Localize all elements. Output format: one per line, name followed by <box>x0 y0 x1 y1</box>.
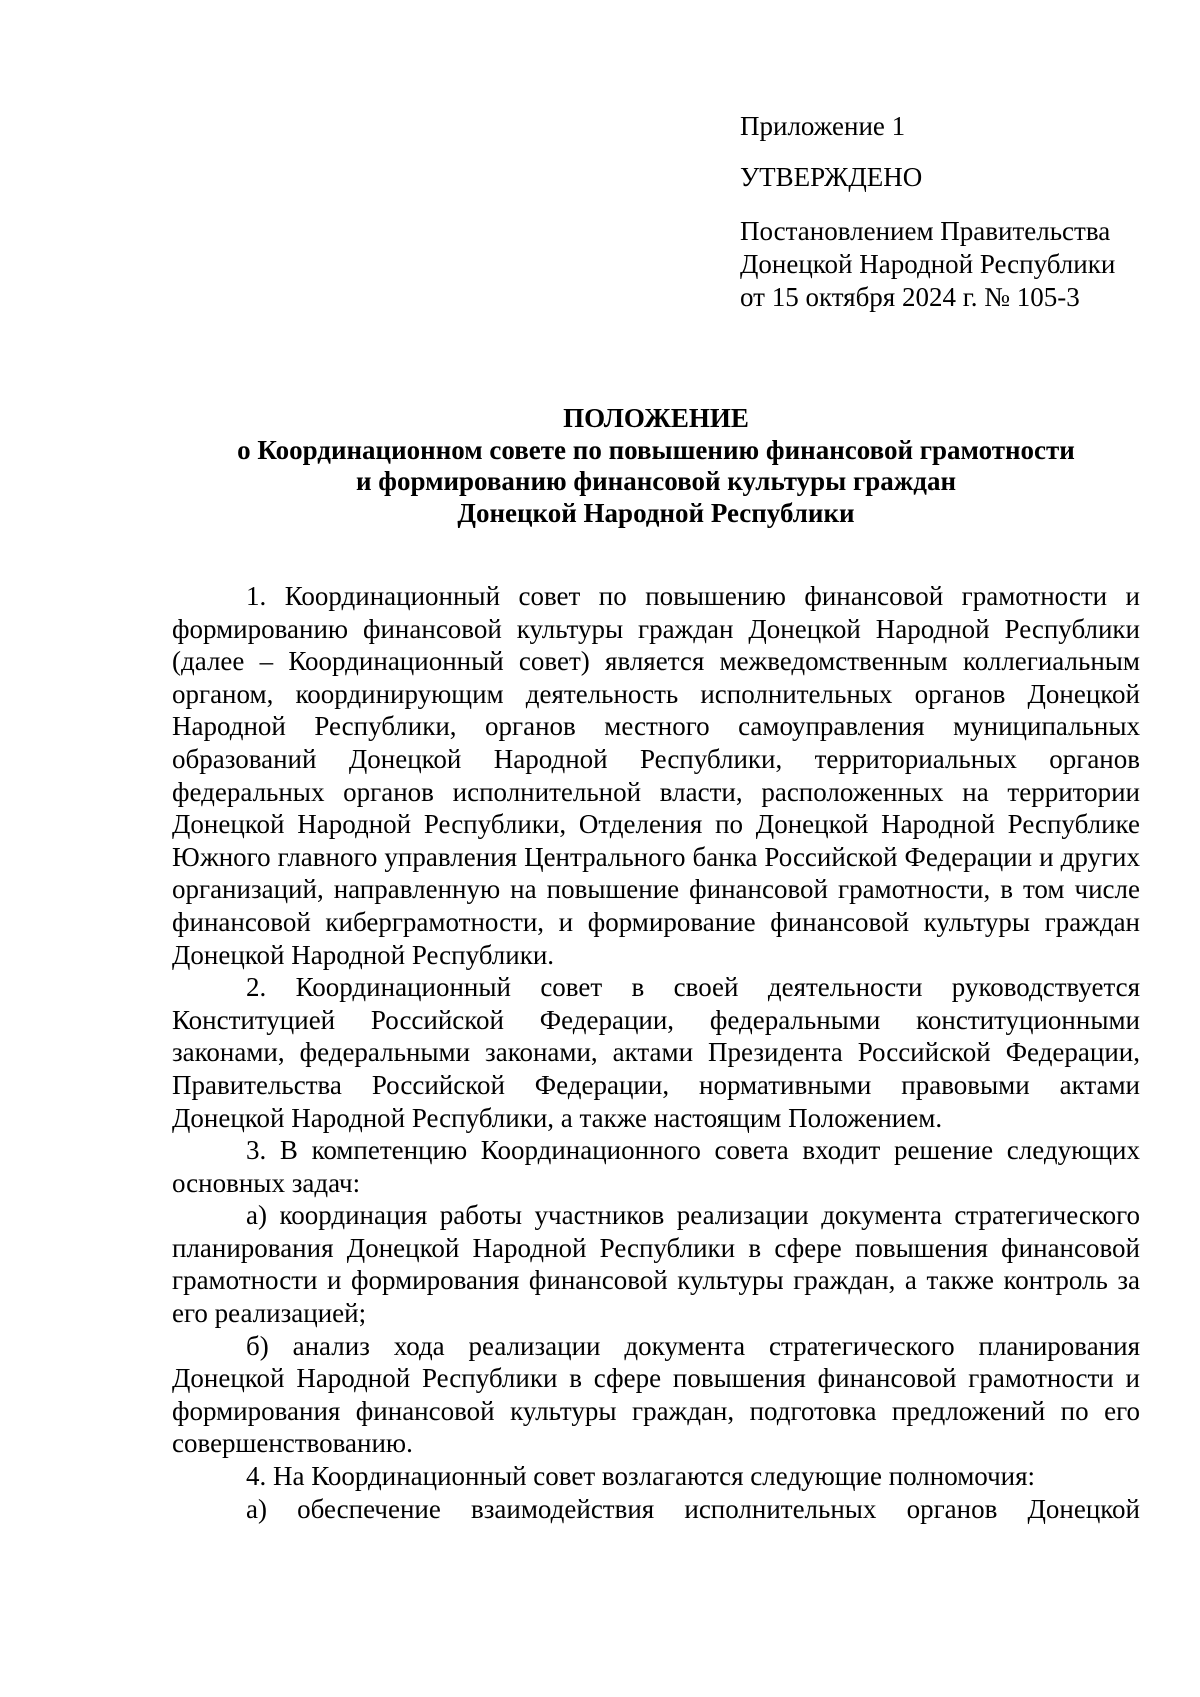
title-line-1: ПОЛОЖЕНИЕ <box>563 403 749 433</box>
paragraph-3b: б) анализ хода реализации документа стратегического планирования Донецкой Народной Республики в сфере повышения финансовой грамотности и формирования финансовой культуры граждан, подготовка предложений по его совершенствованию. <box>172 1330 1140 1459</box>
document-body <box>172 580 1140 1525</box>
decree-line-2: Донецкой Народной Республики <box>740 249 1116 279</box>
decree-line-3: от 15 октября 2024 г. № 105-3 <box>740 282 1080 312</box>
document-title <box>172 403 1140 529</box>
title-line-2: о Координационном совете по повышению финансовой грамотности <box>237 434 1075 465</box>
paragraph-4: 4. На Координационный совет возлагаются следующие полномочия: <box>246 1461 1036 1492</box>
approved-label: УТВЕРЖДЕНО <box>740 162 923 192</box>
paragraph-3a: а) координация работы участников реализации документа стратегического планирования Донецкой Народной Республики в сфере повышения финансовой грамотности и формирования финансовой культуры граждан, а также контроль за его реализацией; <box>172 1200 1140 1329</box>
decree-line-1: Постановлением Правительства <box>740 216 1111 246</box>
paragraph-1: 1. Координационный совет по повышению финансовой грамотности и формированию финансовой культуры граждан Донецкой Народной Республики (далее – Координационный совет) является межведомственным коллегиальным органом, координирующим деятельность исполнительных органов Донецкой Народной Республики, органов местного самоуправления муниципальных образований Донецкой Народной Республики, территориальных органов федеральных органов исполнительной власти, расположенных на территории Донецкой Народной Республики, Отделения по Донецкой Народной Республике Южного главного управления Центрального банка Российской Федерации и других организаций, направленную на повышение финансовой грамотности, в том числе финансовой киберграмотности, и формирование финансовой культуры граждан Донецкой Народной Республики. <box>172 581 1140 970</box>
title-line-3: и формированию финансовой культуры граждан <box>355 466 957 496</box>
paragraph-2: 2. Координационный совет в своей деятельности руководствуется Конституцией Российской Федерации, федеральными конституционными законами, федеральными законами, актами Президента Российской Федерации, Правительства Российской Федерации, нормативными правовыми актами Донецкой Народной Республики, а также настоящим Положением. <box>172 972 1140 1133</box>
paragraph-4a: а) обеспечение взаимодействия исполнительных органов Донецкой <box>246 1493 1140 1524</box>
paragraph-3: 3. В компетенцию Координационного совета входит решение следующих основных задач: <box>172 1135 1140 1198</box>
appendix-label: Приложение 1 <box>740 111 906 141</box>
approval-stamp-block <box>740 110 1160 314</box>
title-line-4: Донецкой Народной Республики <box>457 497 855 528</box>
